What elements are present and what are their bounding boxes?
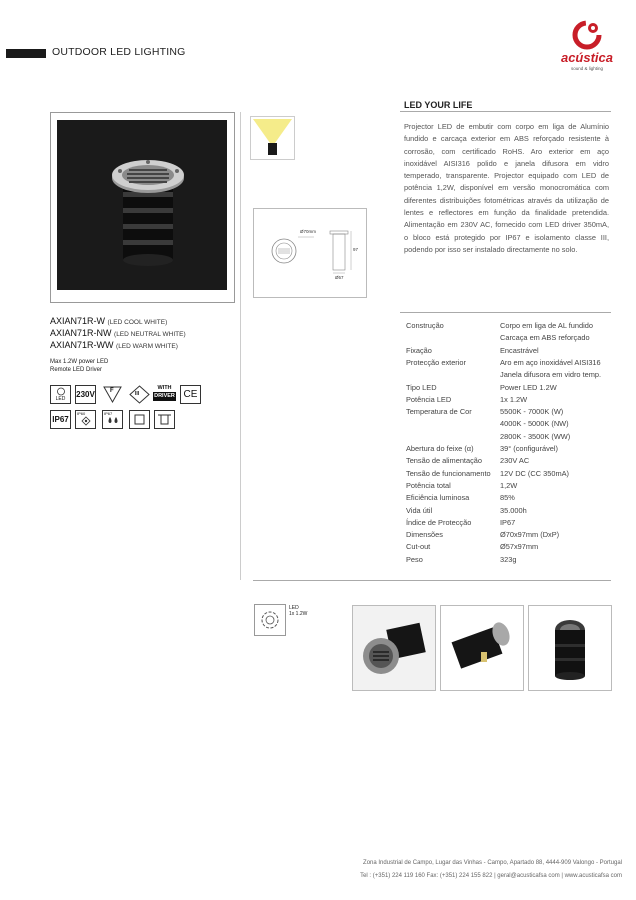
spec-value: 35.000h xyxy=(500,505,527,515)
f-mark-icon xyxy=(102,385,123,404)
class-label: III xyxy=(135,391,140,397)
beam-pattern-box xyxy=(250,116,295,160)
footer-address: Zona Industrial de Campo, Lugar das Vinhas - Campo, Apartado 88, 4444-909 Valongo - Portugal xyxy=(363,860,622,866)
spec-label: Abertura do feixe (α) xyxy=(406,444,474,453)
feature-item: Max 1.2W power LED xyxy=(50,359,109,365)
spec-label: Potência LED xyxy=(406,394,452,404)
product-photo-3 xyxy=(528,605,612,691)
dim-diameter-label: Ø70mm xyxy=(300,229,317,234)
spec-value: 2800K - 3500K (WW) xyxy=(500,431,571,441)
led-count-line1: LED xyxy=(289,605,299,611)
model-note: (LED NEUTRAL WHITE) xyxy=(114,331,186,338)
spec-label: Temperatura de Cor xyxy=(406,407,472,417)
f-mark-label: F xyxy=(110,388,114,394)
spec-value: 5500K - 7000K (W) xyxy=(500,407,564,417)
led-count-box xyxy=(254,604,286,636)
recessed-mount-icon xyxy=(154,410,175,429)
header-title: OUTDOOR LED LIGHTING xyxy=(52,46,186,58)
product-side-photo-icon xyxy=(441,606,523,690)
model-item xyxy=(50,316,186,328)
driver-top-label: WITH xyxy=(157,385,172,391)
spec-value: 4000K - 5000K (NW) xyxy=(500,419,569,429)
product-angle-photo-icon xyxy=(353,606,435,690)
spec-value: Aro em aço inoxidável AISI316 xyxy=(500,357,601,367)
model-item xyxy=(50,328,186,340)
spec-value: Power LED 1.2W xyxy=(500,382,557,392)
with-driver-icon xyxy=(153,385,176,404)
model-list xyxy=(50,316,186,352)
spec-value: Corpo em liga de AL fundido xyxy=(500,321,593,330)
class-iii-icon xyxy=(129,385,150,404)
spec-label: Índice de Protecção xyxy=(406,517,472,527)
spec-label: Tipo LED xyxy=(406,382,437,392)
dim-cutout-label: Ø57 xyxy=(335,275,344,280)
specs-divider xyxy=(400,312,611,313)
spec-label: Potência total xyxy=(406,480,451,490)
spec-value: 323g xyxy=(500,554,517,564)
spec-value: 230V AC xyxy=(500,456,530,466)
spec-label: Tensão de funcionamento xyxy=(406,468,491,478)
spec-label: Dimensões xyxy=(406,530,443,540)
voltage-icon: 230V xyxy=(75,385,96,404)
spec-value: Ø57x97mm xyxy=(500,542,539,552)
model-code: AXIAN71R-W xyxy=(50,316,106,326)
footer-contacts: Tel : (+351) 224 119 160 Fax: (+351) 224 155 822 | geral@acusticafsa com | www.acusticafsa com xyxy=(360,873,622,879)
spec-value: 1,2W xyxy=(500,480,518,490)
section-divider xyxy=(400,111,611,112)
ip67-icon: IP67 xyxy=(50,410,71,429)
ip60-dust-icon xyxy=(75,410,96,429)
logo-mark-icon xyxy=(552,16,622,52)
spec-value: IP67 xyxy=(500,517,516,527)
product-photo-1 xyxy=(352,605,436,691)
spec-value: 85% xyxy=(500,493,515,503)
model-note: (LED WARM WHITE) xyxy=(116,343,178,350)
product-back-photo-icon xyxy=(529,606,611,690)
led-icon xyxy=(50,385,71,404)
ip60-label: IP60 xyxy=(77,411,86,416)
led-count-text xyxy=(289,605,307,617)
model-item xyxy=(50,340,186,352)
spec-label: Tensão de alimentação xyxy=(406,456,483,466)
spec-label: Protecção exterior xyxy=(406,357,466,367)
class-square-icon xyxy=(129,410,150,429)
feature-list xyxy=(50,358,108,374)
ce-mark-icon: CE xyxy=(180,385,201,404)
led-count-line2: 1x 1.2W xyxy=(289,611,308,617)
dimension-drawing xyxy=(253,208,367,298)
product-photo-2 xyxy=(440,605,524,691)
spec-value: 1x 1.2W xyxy=(500,394,528,404)
spec-value: 12V DC (CC 350mA) xyxy=(500,468,569,478)
bottom-divider xyxy=(253,580,611,581)
technical-drawing-icon xyxy=(254,209,366,297)
dim-height-label: 97 xyxy=(353,247,359,252)
led-icon-label: LED xyxy=(55,396,66,402)
spec-label: Cut-out xyxy=(406,542,431,552)
logo-tagline: sound & lighting xyxy=(570,66,604,71)
vertical-divider xyxy=(240,112,241,580)
feature-item: Remote LED Driver xyxy=(50,367,103,373)
ip67-small-label: IP67 xyxy=(104,411,113,416)
model-code: AXIAN71R-WW xyxy=(50,340,114,350)
model-note: (LED COOL WHITE) xyxy=(107,319,168,326)
header-bar xyxy=(6,49,46,58)
spec-label: Fixação xyxy=(406,345,432,355)
spec-value: 39° (configurável) xyxy=(500,444,559,453)
spec-value: Encastrável xyxy=(500,345,539,355)
spec-label: Construção xyxy=(406,321,444,330)
driver-bottom-label: DRIVER xyxy=(154,393,175,399)
spec-value: Ø70x97mm (DxP) xyxy=(500,530,560,540)
section-title: LED YOUR LIFE xyxy=(404,100,473,110)
beam-light-icon xyxy=(251,117,294,159)
spec-label: Vida útil xyxy=(406,505,433,515)
spec-value: Janela difusora em vidro temp. xyxy=(500,370,602,380)
spec-label: Peso xyxy=(406,554,423,564)
spec-value: Carcaça em ABS reforçado xyxy=(500,333,590,343)
model-code: AXIAN71R-NW xyxy=(50,328,112,338)
spec-label: Eficiência luminosa xyxy=(406,493,470,503)
product-image xyxy=(57,120,227,290)
uplight-product-icon xyxy=(57,120,227,290)
brand-logo xyxy=(552,16,622,72)
led-gear-icon xyxy=(255,605,285,635)
logo-wordmark: acústica xyxy=(560,50,614,65)
product-description: Projector LED de embutir com corpo em liga de Alumínio fundido e carcaça exterior em ABS reforçado resistente à corrosão, com certificado RoHS. Aro exterior em aço inoxidável AISI316 polido e janela difusora em vidro temperado, transparente. Projector equipado com LED de potência 1,2W, disponível em versão monocromática com diferentes distribuições fotométricas através da utilização de lentes e reflectores em função da finalidade pretendida. Alimentação em 230V AC, fornecido com LED driver 350mA, o bloco está protegido por IP67 e isolamento classe III, podendo por isso ser instalado directamente no solo. xyxy=(404,122,609,254)
ip67-water-icon xyxy=(102,410,123,429)
